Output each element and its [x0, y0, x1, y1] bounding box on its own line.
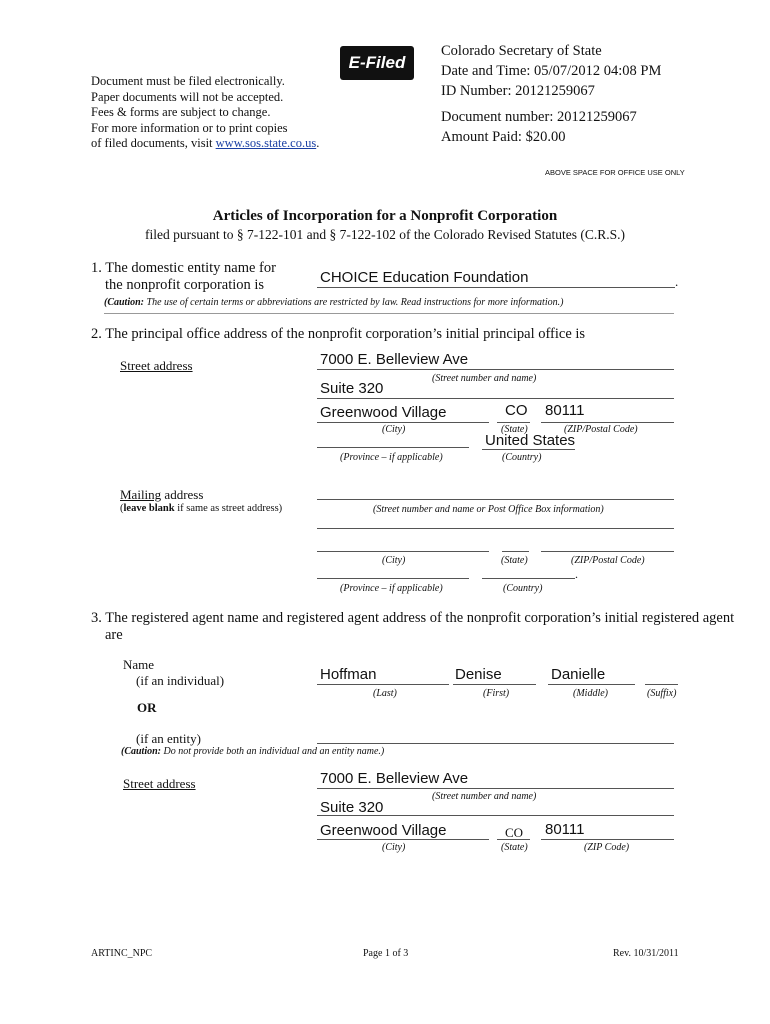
mailing-state[interactable]	[502, 551, 529, 552]
agent-middle-name[interactable]: Danielle	[551, 666, 606, 683]
agent-street-line1[interactable]: 7000 E. Belleview Ave	[320, 770, 469, 787]
agent-name-label: Name	[123, 657, 155, 672]
or-label: OR	[137, 700, 157, 715]
agent-state[interactable]: CO	[505, 825, 524, 840]
agent-street-address-label: Street address	[123, 776, 196, 791]
agent-street-line2[interactable]: Suite 320	[320, 799, 384, 816]
office-use-note: ABOVE SPACE FOR OFFICE USE ONLY	[545, 168, 685, 177]
mailing-province[interactable]	[317, 578, 469, 579]
agent-entity-name[interactable]	[317, 743, 674, 744]
street-address-label: Street address	[120, 358, 193, 373]
agent-entity-label: (if an entity)	[136, 731, 201, 746]
principal-state[interactable]: CO	[505, 402, 528, 419]
revision-date: Rev. 10/31/2011	[613, 948, 679, 959]
agent-first-name[interactable]: Denise	[455, 666, 502, 683]
principal-street-line2[interactable]: Suite 320	[320, 380, 384, 397]
page-number: Page 1 of 3	[363, 948, 409, 959]
page-subtitle: filed pursuant to § 7-122-101 and § 7-122-102 of the Colorado Revised Statutes (C.R.S.)	[145, 227, 625, 242]
agent-individual-label: (if an individual)	[136, 673, 225, 688]
principal-zip[interactable]: 80111	[545, 402, 585, 419]
notice-line: Paper documents will not be accepted.	[91, 89, 284, 104]
section3-caution: (Caution: Do not provide both an individual and an entity name.)	[121, 746, 385, 757]
mailing-address-label: Mailing address	[120, 487, 204, 502]
mailing-city[interactable]	[317, 551, 489, 552]
section2-label: 2. The principal office address of the nonprofit corporation’s initial principal office is	[91, 326, 586, 342]
amount-paid: Amount Paid: $20.00	[441, 129, 566, 145]
notice-line: Document must be filed electronically.	[91, 74, 285, 88]
notice-line: Fees & forms are subject to change.	[91, 105, 271, 119]
agent-zip[interactable]: 80111	[545, 821, 585, 838]
notice-line: of filed documents, visit www.sos.state.co.us.	[91, 136, 320, 150]
mailing-country[interactable]	[482, 578, 575, 579]
section1-label: 1. The domestic entity name for the nonprofit corporation is	[91, 260, 276, 293]
agent-city[interactable]: Greenwood Village	[320, 822, 447, 839]
mailing-note: (leave blank if same as street address)	[120, 503, 283, 514]
filing-notice	[91, 74, 319, 152]
office-title: Colorado Secretary of State	[441, 43, 602, 59]
form-id: ARTINC_NPC	[91, 948, 153, 959]
page-title: Articles of Incorporation for a Nonprofit Corporation	[212, 208, 558, 224]
notice-line: For more information or to print copies	[91, 120, 288, 135]
agent-last-name[interactable]: Hoffman	[320, 666, 377, 683]
entity-name-field[interactable]: CHOICE Education Foundation	[320, 269, 529, 286]
section3-label: 3. The registered agent name and registered agent address of the nonprofit corporation’s initial registered agent are	[91, 610, 735, 643]
sos-website-link[interactable]: www.sos.state.co.us	[215, 136, 317, 150]
document-number: Document number: 20121259067	[441, 109, 637, 125]
entity-name-underline	[317, 287, 675, 288]
street-hint: (Street number and name)	[432, 373, 537, 384]
filing-id-number: ID Number: 20121259067	[441, 83, 595, 99]
section1-caution: (Caution: The use of certain terms or abbreviations are restricted by law. Read instructions for more information.)	[104, 297, 564, 308]
mailing-street-line1[interactable]	[317, 499, 674, 500]
filing-date-time: Date and Time: 05/07/2012 04:08 PM	[441, 63, 662, 79]
mailing-zip[interactable]	[541, 551, 674, 552]
principal-city[interactable]: Greenwood Village	[320, 404, 447, 421]
e-filed-logo: E-Filed	[340, 46, 414, 80]
agent-suffix[interactable]	[645, 684, 678, 685]
office-stamp	[441, 41, 661, 147]
mailing-street-line2[interactable]	[317, 528, 674, 529]
principal-street-line1[interactable]: 7000 E. Belleview Ave	[320, 351, 469, 368]
principal-country[interactable]: United States	[485, 432, 576, 449]
